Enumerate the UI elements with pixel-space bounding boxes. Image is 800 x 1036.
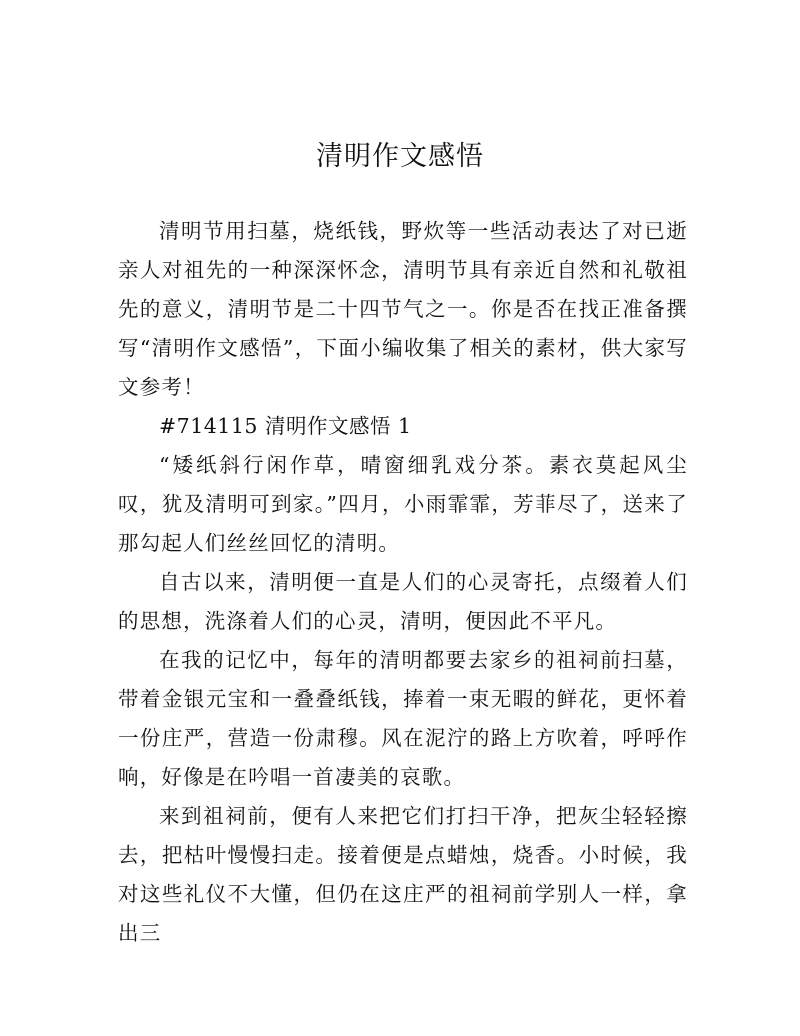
- body-paragraph: 来到祖祠前，便有人来把它们打扫干净，把灰尘轻轻擦去，把枯叶慢慢扫走。接着便是点蜡烛，烧香。小时候，我对这些礼仪不大懂，但仍在这庄严的祖祠前学别人一样，拿出三: [118, 804, 688, 945]
- body-paragraph: 自古以来，清明便一直是人们的心灵寄托，点缀着人们的思想，洗涤着人们的心灵，清明，便因此不平凡。: [118, 570, 688, 633]
- document-body: [118, 212, 688, 953]
- section-heading: #714115 清明作文感悟 1: [159, 414, 412, 438]
- body-paragraph: “矮纸斜行闲作草，晴窗细乳戏分茶。素衣莫起风尘叹，犹及清明可到家。”四月，小雨霏霏，芳菲尽了，送来了那勾起人们丝丝回忆的清明。: [118, 453, 688, 555]
- intro-paragraph: 清明节用扫墓，烧纸钱，野炊等一些活动表达了对已逝亲人对祖先的一种深深怀念，清明节具有亲近自然和礼敬祖先的意义，清明节是二十四节气之一。你是否在找正准备撰写“清明作文感悟”，下面小编收集了相关的素材，供大家写文参考！: [118, 219, 688, 399]
- body-paragraph: 在我的记忆中，每年的清明都要去家乡的祖祠前扫墓，带着金银元宝和一叠叠纸钱，捧着一束无暇的鲜花，更怀着一份庄严，营造一份肃穆。风在泥泞的路上方吹着，呼呼作响，好像是在吟唱一首凄美的哀歌。: [118, 648, 688, 789]
- document-title: 清明作文感悟: [316, 141, 484, 172]
